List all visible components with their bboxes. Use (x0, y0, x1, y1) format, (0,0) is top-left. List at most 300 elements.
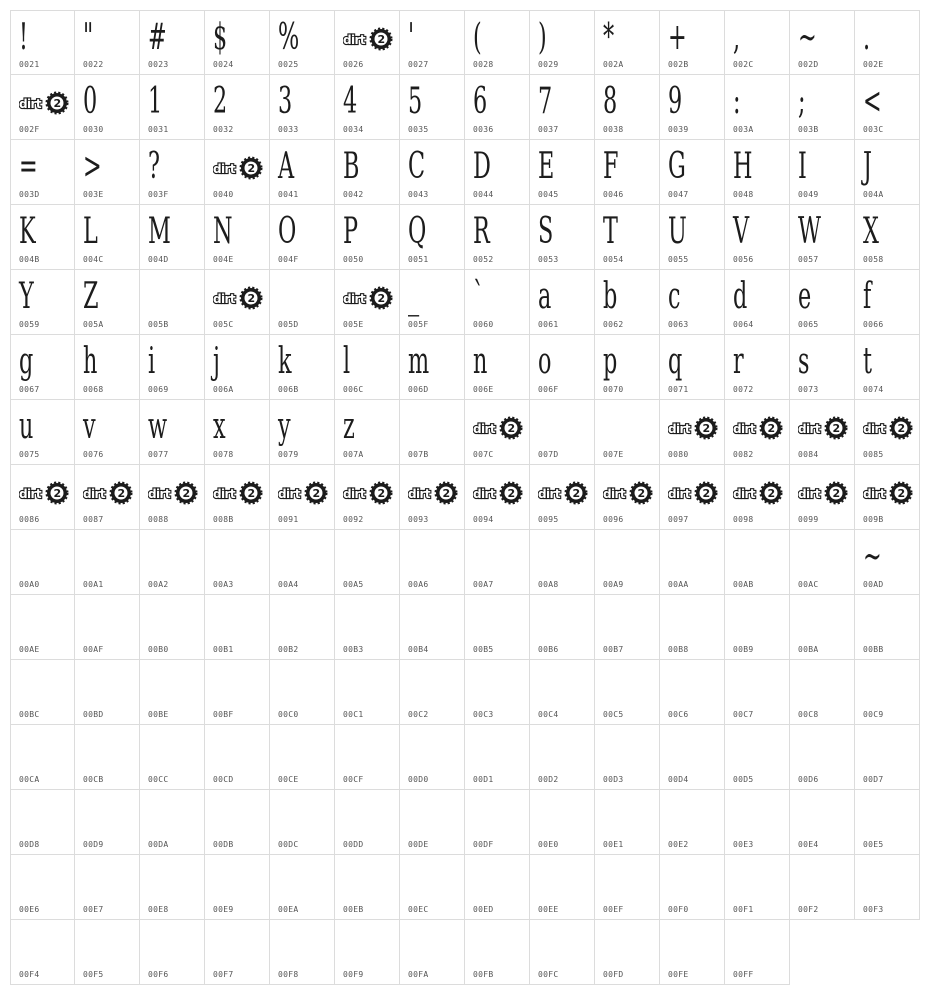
glyph-code: 00CC (148, 775, 169, 784)
glyph-code: 00D7 (863, 775, 884, 784)
glyph-cell (75, 725, 140, 790)
glyph-code: 00FC (538, 970, 559, 979)
glyph-char: F (603, 146, 619, 187)
glyph-code: 0022 (83, 60, 104, 69)
glyph-code: 00A5 (343, 580, 364, 589)
glyph-code: 0060 (473, 320, 494, 329)
glyph-cell (75, 920, 140, 985)
dirt2-logo-icon (343, 27, 395, 55)
glyph-code: 0044 (473, 190, 494, 199)
glyph-code: 0096 (603, 515, 624, 524)
glyph-code: 00A9 (603, 580, 624, 589)
glyph-code: 00B7 (603, 645, 624, 654)
glyph-code: 0065 (798, 320, 819, 329)
glyph-code: 0062 (603, 320, 624, 329)
glyph-code: 00A6 (408, 580, 429, 589)
glyph-code: 00B6 (538, 645, 559, 654)
svg-text:2: 2 (377, 292, 386, 305)
glyph-char: " (83, 17, 94, 58)
glyph-code: 00E9 (213, 905, 234, 914)
glyph-cell (140, 660, 205, 725)
glyph-cell (205, 10, 270, 75)
glyph-code: 00E5 (863, 840, 884, 849)
glyph-code: 00DE (408, 840, 429, 849)
glyph-code: 00EC (408, 905, 429, 914)
glyph-cell (400, 465, 465, 530)
glyph-code: 00DC (278, 840, 299, 849)
glyph-cell (270, 75, 335, 140)
glyph-code: 00BC (19, 710, 40, 719)
glyph-char: a (538, 276, 552, 317)
glyph-code: 00F3 (863, 905, 884, 914)
glyph-cell (270, 595, 335, 660)
glyph-char: 4 (343, 81, 358, 122)
glyph-char: # (148, 17, 167, 58)
glyph-code: 0084 (798, 450, 819, 459)
glyph-char: Z (83, 276, 99, 317)
glyph-code: 003A (733, 125, 754, 134)
svg-text:2: 2 (897, 422, 906, 435)
glyph-code: 007E (603, 450, 624, 459)
glyph-cell (595, 465, 660, 530)
glyph-code: 00A4 (278, 580, 299, 589)
glyph-code: 00FB (473, 970, 494, 979)
dirt2-logo-icon (798, 416, 850, 444)
glyph-code: 00AB (733, 580, 754, 589)
dirt2-logo-icon (733, 416, 785, 444)
dirt2-logo-icon (19, 481, 71, 509)
glyph-cell (270, 400, 335, 465)
glyph-code: 0086 (19, 515, 40, 524)
glyph-code: 0049 (798, 190, 819, 199)
glyph-code: 00B3 (343, 645, 364, 654)
glyph-cell (140, 140, 205, 205)
glyph-cell (75, 595, 140, 660)
glyph-code: 00FA (408, 970, 429, 979)
glyph-cell (530, 10, 595, 75)
glyph-cell (465, 920, 530, 985)
glyph-code: 00DB (213, 840, 234, 849)
glyph-cell (75, 530, 140, 595)
glyph-char: G (668, 146, 686, 187)
glyph-char: 3 (278, 81, 293, 122)
glyph-char: z (343, 406, 355, 447)
glyph-code: 00AA (668, 580, 689, 589)
glyph-cell (725, 790, 790, 855)
glyph-code: 0078 (213, 450, 234, 459)
svg-text:2: 2 (442, 487, 451, 500)
svg-text:2: 2 (182, 487, 191, 500)
glyph-char: 7 (538, 81, 553, 122)
glyph-cell (855, 205, 920, 270)
glyph-code: 00DD (343, 840, 364, 849)
svg-text:dirt: dirt (343, 292, 365, 306)
glyph-cell (10, 855, 75, 920)
glyph-char: r (733, 341, 744, 382)
glyph-code: 004A (863, 190, 884, 199)
glyph-code: 002D (798, 60, 819, 69)
glyph-code: 00B2 (278, 645, 299, 654)
glyph-code: 002C (733, 60, 754, 69)
glyph-cell (140, 205, 205, 270)
glyph-cell (75, 400, 140, 465)
glyph-code: 008B (213, 515, 234, 524)
svg-text:2: 2 (832, 422, 841, 435)
glyph-char: W (798, 211, 821, 252)
glyph-cell (855, 660, 920, 725)
glyph-code: 0074 (863, 385, 884, 394)
glyph-code: 0030 (83, 125, 104, 134)
glyph-cell (595, 400, 660, 465)
glyph-cell (270, 140, 335, 205)
glyph-code: 00D2 (538, 775, 559, 784)
glyph-char: 5 (408, 81, 423, 122)
glyph-cell (75, 205, 140, 270)
glyph-cell (205, 400, 270, 465)
glyph-char: ! (19, 17, 28, 58)
glyph-cell (400, 75, 465, 140)
glyph-cell (465, 75, 530, 140)
glyph-code: 0064 (733, 320, 754, 329)
glyph-code: 0080 (668, 450, 689, 459)
glyph-code: 0039 (668, 125, 689, 134)
glyph-char: A (278, 146, 295, 187)
glyph-char: C (408, 146, 426, 187)
glyph-cell (205, 725, 270, 790)
glyph-cell (140, 270, 205, 335)
glyph-code: 00BF (213, 710, 234, 719)
glyph-code: 002E (863, 60, 884, 69)
glyph-cell (595, 10, 660, 75)
glyph-cell (530, 530, 595, 595)
glyph-char: 0 (83, 81, 98, 122)
glyph-cell (335, 920, 400, 985)
glyph-code: 00C7 (733, 710, 754, 719)
glyph-cell (140, 530, 205, 595)
glyph-cell (205, 530, 270, 595)
glyph-code: 00BD (83, 710, 104, 719)
glyph-cell (335, 140, 400, 205)
glyph-code: 00AD (863, 580, 884, 589)
glyph-code: 00F1 (733, 905, 754, 914)
glyph-char: % (278, 17, 300, 58)
glyph-code: 00D3 (603, 775, 624, 784)
glyph-code: 00AE (19, 645, 40, 654)
svg-text:2: 2 (897, 487, 906, 500)
dirt2-logo-icon (668, 481, 720, 509)
glyph-cell (660, 140, 725, 205)
glyph-code: 0099 (798, 515, 819, 524)
glyph-code: 0040 (213, 190, 234, 199)
glyph-code: 0069 (148, 385, 169, 394)
glyph-code: 00FE (668, 970, 689, 979)
glyph-code: 0077 (148, 450, 169, 459)
svg-text:2: 2 (377, 487, 386, 500)
glyph-cell (660, 270, 725, 335)
glyph-char: + (668, 17, 687, 58)
glyph-char: y (278, 406, 291, 447)
glyph-cell (10, 270, 75, 335)
glyph-cell (75, 75, 140, 140)
glyph-char: S (538, 211, 554, 252)
glyph-cell (10, 335, 75, 400)
glyph-cell (855, 465, 920, 530)
glyph-code: 0052 (473, 255, 494, 264)
glyph-cell (790, 140, 855, 205)
glyph-char: I (798, 146, 807, 187)
glyph-code: 005A (83, 320, 104, 329)
glyph-cell (335, 530, 400, 595)
glyph-cell (335, 660, 400, 725)
glyph-cell (205, 75, 270, 140)
glyph-code: 0025 (278, 60, 299, 69)
glyph-code: 00B9 (733, 645, 754, 654)
glyph-cell (855, 335, 920, 400)
glyph-cell (530, 465, 595, 530)
glyph-code: 0046 (603, 190, 624, 199)
glyph-char: g (19, 341, 34, 382)
glyph-cell (140, 920, 205, 985)
svg-text:2: 2 (832, 487, 841, 500)
glyph-cell (790, 10, 855, 75)
glyph-code: 007A (343, 450, 364, 459)
glyph-code: 00F0 (668, 905, 689, 914)
glyph-char: _ (408, 276, 420, 317)
glyph-code: 006C (343, 385, 364, 394)
glyph-code: 00CA (19, 775, 40, 784)
glyph-cell (270, 660, 335, 725)
glyph-code: 00EE (538, 905, 559, 914)
glyph-code: 00D1 (473, 775, 494, 784)
glyph-code: 005E (343, 320, 364, 329)
glyph-char: o (538, 341, 552, 382)
glyph-code: 007D (538, 450, 559, 459)
glyph-char: = (19, 146, 38, 187)
glyph-code: 0095 (538, 515, 559, 524)
glyph-code: 00A7 (473, 580, 494, 589)
glyph-cell (595, 270, 660, 335)
glyph-cell (660, 920, 725, 985)
glyph-char: ) (538, 17, 547, 58)
dirt2-logo-icon (863, 481, 915, 509)
glyph-cell (855, 140, 920, 205)
glyph-cell (660, 10, 725, 75)
glyph-char: w (148, 406, 168, 447)
glyph-cell (595, 920, 660, 985)
glyph-cell (10, 10, 75, 75)
glyph-code: 00EB (343, 905, 364, 914)
svg-text:dirt: dirt (19, 97, 41, 111)
svg-text:2: 2 (572, 487, 581, 500)
svg-text:dirt: dirt (473, 422, 495, 436)
glyph-cell (75, 140, 140, 205)
glyph-char: P (343, 211, 359, 252)
glyph-code: 00F8 (278, 970, 299, 979)
glyph-code: 0075 (19, 450, 40, 459)
glyph-char: X (863, 211, 879, 252)
glyph-cell (855, 530, 920, 595)
glyph-code: 00C4 (538, 710, 559, 719)
glyph-cell (75, 335, 140, 400)
glyph-cell (140, 75, 205, 140)
glyph-code: 004B (19, 255, 40, 264)
glyph-cell (855, 725, 920, 790)
glyph-char: u (19, 406, 34, 447)
glyph-char: ~ (798, 17, 817, 58)
glyph-cell (400, 660, 465, 725)
glyph-code: 00C9 (863, 710, 884, 719)
glyph-code: 0056 (733, 255, 754, 264)
glyph-cell (855, 790, 920, 855)
glyph-cell (725, 920, 790, 985)
glyph-cell (465, 790, 530, 855)
glyph-code: 00C1 (343, 710, 364, 719)
glyph-cell (270, 465, 335, 530)
glyph-cell (660, 75, 725, 140)
glyph-cell (75, 465, 140, 530)
glyph-cell (465, 855, 530, 920)
glyph-code: 003E (83, 190, 104, 199)
glyph-cell (465, 465, 530, 530)
glyph-code: 00BA (798, 645, 819, 654)
glyph-char: v (83, 406, 96, 447)
glyph-cell (400, 400, 465, 465)
glyph-code: 0059 (19, 320, 40, 329)
glyph-cell (140, 790, 205, 855)
glyph-code: 0035 (408, 125, 429, 134)
glyph-cell (270, 335, 335, 400)
glyph-code: 00F6 (148, 970, 169, 979)
glyph-code: 0061 (538, 320, 559, 329)
glyph-code: 00DF (473, 840, 494, 849)
svg-text:dirt: dirt (83, 487, 105, 501)
glyph-char: k (278, 341, 292, 382)
svg-text:dirt: dirt (278, 487, 300, 501)
glyph-code: 00A0 (19, 580, 40, 589)
glyph-cell (140, 400, 205, 465)
glyph-cell (400, 530, 465, 595)
svg-text:dirt: dirt (863, 422, 885, 436)
glyph-char: K (19, 211, 36, 252)
glyph-cell (530, 855, 595, 920)
glyph-cell (855, 270, 920, 335)
svg-text:dirt: dirt (213, 162, 235, 176)
glyph-char: s (798, 341, 810, 382)
glyph-char: i (148, 341, 156, 382)
glyph-cell (725, 205, 790, 270)
glyph-cell (75, 790, 140, 855)
svg-text:2: 2 (53, 487, 62, 500)
glyph-cell (530, 400, 595, 465)
glyph-cell (660, 855, 725, 920)
glyph-code: 00C0 (278, 710, 299, 719)
glyph-code: 00B1 (213, 645, 234, 654)
glyph-cell (855, 10, 920, 75)
glyph-code: 006D (408, 385, 429, 394)
glyph-char: ' (408, 17, 415, 58)
glyph-code: 005B (148, 320, 169, 329)
glyph-code: 0054 (603, 255, 624, 264)
glyph-cell (725, 270, 790, 335)
glyph-code: 0033 (278, 125, 299, 134)
glyph-cell (270, 205, 335, 270)
glyph-code: 0057 (798, 255, 819, 264)
glyph-char: . (863, 17, 871, 58)
glyph-char: , (733, 17, 741, 58)
dirt2-logo-icon (213, 156, 265, 184)
dirt2-logo-icon (278, 481, 330, 509)
dirt2-logo-icon (213, 481, 265, 509)
glyph-code: 004F (278, 255, 299, 264)
glyph-char: Q (408, 211, 427, 252)
glyph-cell (465, 270, 530, 335)
glyph-code: 002A (603, 60, 624, 69)
glyph-cell (595, 335, 660, 400)
svg-text:dirt: dirt (343, 33, 365, 47)
svg-text:dirt: dirt (863, 487, 885, 501)
glyph-cell (530, 790, 595, 855)
glyph-cell (725, 465, 790, 530)
glyph-code: 003F (148, 190, 169, 199)
glyph-code: 00E6 (19, 905, 40, 914)
glyph-cell (10, 205, 75, 270)
glyph-code: 0092 (343, 515, 364, 524)
glyph-char: U (668, 211, 687, 252)
glyph-char: $ (213, 17, 228, 58)
glyph-code: 00E1 (603, 840, 624, 849)
glyph-code: 0093 (408, 515, 429, 524)
glyph-cell (790, 205, 855, 270)
glyph-cell (530, 270, 595, 335)
glyph-code: 00D8 (19, 840, 40, 849)
svg-text:dirt: dirt (408, 487, 430, 501)
dirt2-logo-icon (19, 91, 71, 119)
glyph-cell (205, 790, 270, 855)
glyph-cell (140, 335, 205, 400)
glyph-cell (595, 530, 660, 595)
glyph-cell (205, 855, 270, 920)
glyph-code: 00E8 (148, 905, 169, 914)
glyph-code: 005F (408, 320, 429, 329)
glyph-code: 00B4 (408, 645, 429, 654)
glyph-code: 00F7 (213, 970, 234, 979)
glyph-cell (660, 725, 725, 790)
glyph-cell (335, 725, 400, 790)
glyph-code: 0082 (733, 450, 754, 459)
dirt2-logo-icon (83, 481, 135, 509)
glyph-cell (595, 595, 660, 660)
glyph-code: 00D6 (798, 775, 819, 784)
glyph-code: 00EA (278, 905, 299, 914)
glyph-code: 00E3 (733, 840, 754, 849)
glyph-code: 0087 (83, 515, 104, 524)
glyph-code: 00ED (473, 905, 494, 914)
svg-text:2: 2 (312, 487, 321, 500)
glyph-code: 0031 (148, 125, 169, 134)
svg-text:dirt: dirt (343, 487, 365, 501)
glyph-cell (75, 270, 140, 335)
glyph-code: 0066 (863, 320, 884, 329)
glyph-code: 006A (213, 385, 234, 394)
glyph-code: 0027 (408, 60, 429, 69)
glyph-code: 0024 (213, 60, 234, 69)
glyph-code: 00A1 (83, 580, 104, 589)
glyph-char: ~ (863, 536, 882, 577)
glyph-cell (725, 335, 790, 400)
svg-text:2: 2 (53, 97, 62, 110)
dirt2-logo-icon (863, 416, 915, 444)
glyph-code: 00D9 (83, 840, 104, 849)
